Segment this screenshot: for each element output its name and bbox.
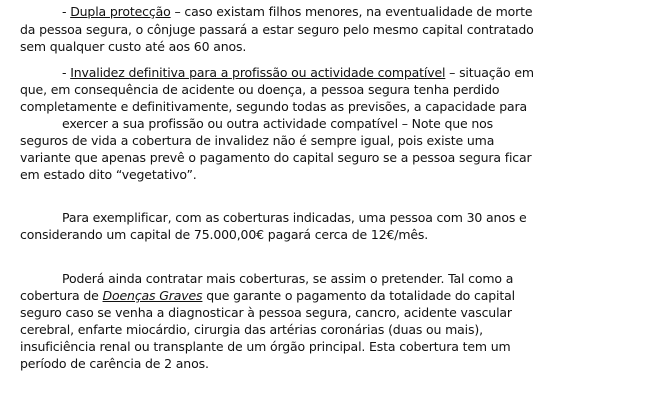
p1-line-2: da pessoa segura, o cônjuge passará a estar seguro pelo mesmo capital contratado (20, 22, 534, 37)
p2-line-4: exercer a sua profissão ou outra actividade compatível – Note que nos (62, 116, 494, 131)
p4-line-2 (20, 287, 515, 304)
p2-line-6: variante que apenas prevê o pagamento do capital seguro se a pessoa segura ficar (20, 150, 532, 165)
term-dupla-proteccao: Dupla protecção (70, 4, 171, 19)
bullet-dash: - (62, 4, 71, 19)
p4-line-3: seguro caso se venha a diagnosticar à pessoa segura, cancro, acidente vascular (20, 305, 512, 320)
p2-line-1 (62, 64, 534, 81)
p3-line-1: Para exemplificar, com as coberturas indicadas, uma pessoa com 30 anos e (62, 210, 527, 225)
bullet-dash: - (62, 65, 71, 80)
p4-line-1: Poderá ainda contratar mais coberturas, se assim o pretender. Tal como a (62, 271, 514, 286)
p2-line-3: completamente e definitivamente, segundo todas as previsões, a capacidade para (20, 99, 528, 114)
p4-line-4: cerebral, enfarte miocárdio, cirurgia das artérias coronárias (duas ou mais), (20, 322, 483, 337)
p4-line-6: período de carência de 2 anos. (20, 356, 209, 371)
p4-line-2-text-a: cobertura de (20, 288, 103, 303)
p1-line-1-text: – caso existam filhos menores, na eventualidade de morte (170, 4, 533, 19)
p4-line-2-text-c: que garante o pagamento da totalidade do capital (202, 288, 515, 303)
p2-line-2: que, em consequência de acidente ou doença, a pessoa segura tenha perdido (20, 82, 500, 97)
p2-line-1-text: – situação em (445, 65, 534, 80)
p2-line-5: seguros de vida a cobertura de invalidez não é sempre igual, pois existe uma (20, 133, 495, 148)
p1-line-1 (62, 3, 532, 20)
p1-line-3: sem qualquer custo até aos 60 anos. (20, 39, 247, 54)
p4-line-5: insuficiência renal ou transplante de um órgão principal. Esta cobertura tem um (20, 339, 511, 354)
term-invalidez-definitiva: Invalidez definitiva para a profissão ou actividade compatível (70, 65, 446, 80)
p2-line-7: em estado dito “vegetativo”. (20, 167, 197, 182)
p3-line-2: considerando um capital de 75.000,00€ pagará cerca de 12€/mês. (20, 227, 429, 242)
term-doencas-graves: Doenças Graves (102, 288, 203, 303)
